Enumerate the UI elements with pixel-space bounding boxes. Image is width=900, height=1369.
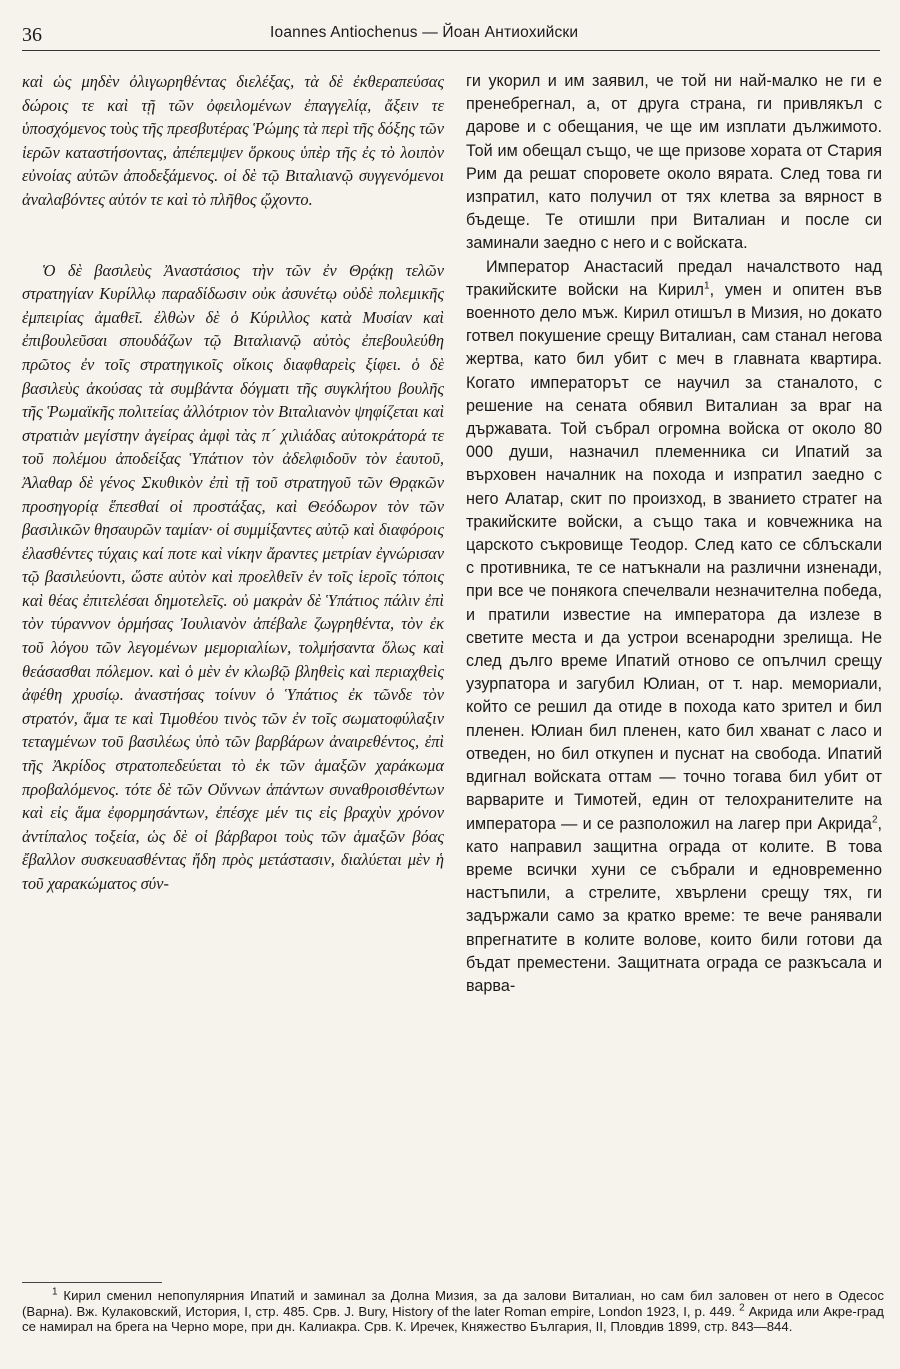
footnote-1: Кирил сменил непопулярния Ипатий и заминал за Долна Мизия, за да залови Виталиан, но сам бил заловен от него в Одесос (Варна). Вж. Кулаковский, История, I, стр. 485. Срв. J. Bury, History of the later Roman empire, London 1923, I, p. 449.	[22, 1288, 884, 1319]
header-rule	[22, 50, 880, 51]
bulgarian-paragraph-2-part-a: Император Анастасий предал началството над тракийските войски на Кирил	[466, 257, 882, 299]
footnotes	[22, 1288, 884, 1335]
footnote-2-marker: 2	[739, 1302, 745, 1314]
footnote-2: Акрида или Акре-град се намирал на брега на Черно море, при дн. Калиакра. Срв. К. Иречек, Княжество България, II, Пловдив 1899, стр. 843—844.	[22, 1303, 884, 1335]
bulgarian-paragraph-2-part-c: , като направил защитна ограда от колите. В това време всички хуни се събрали и едновременно настъпили, а стрелите, хвърлени срещу тях, ги задържали само за кратко време: те вече ранявали впрегнатите в колите волове, които били готови да бъдат преместени. Защитната ограда се разкъсала и варва-	[466, 814, 882, 995]
bulgarian-column	[466, 70, 882, 998]
page-header	[22, 14, 878, 54]
footnote-ref-2: 2	[871, 814, 878, 826]
greek-column	[22, 70, 444, 896]
bulgarian-paragraph-1: ги укорил и им заявил, че той ни най-малко не ги е пренебрегнал, а, от друга страна, ги привлякъл с дарове и с обещания, че ще им изплати дължимото. Той им обещал също, че ще призове хората от Стария Рим да решат споровете около вярата. След това ги изпратил, като получил от тях клетва за вярност в бъдеще. Те отишли при Виталиан и после си заминали заедно с него и с войската.	[466, 72, 882, 253]
bulgarian-paragraph-2-part-b: , умен и опитен във военното дело мъж. Кирил отишъл в Мизия, но докато готвел покушение срещу Виталиан, сам станал негова жертва, като бил убит с меч в главната квартира. Когато императорът се научил за станалото, с решение на сената обявил Виталиан за враг на държавата. Той събрал огромна войска от около 80 000 души, назначил племенника си Ипатий за върховен началник на похода и изпратил заедно с него Алатар, скит по произход, в званието стратег на тракийските войски, а също така и ковчежника на царското съкровище Теодор. След като се сблъскали с противника, те се натъкнали на различни изненади, при все че понякога спечелвали незначителна победа, и пратили известие на императора да излезе в светите места и да устрои всенародни зрелища. Не след дълго време Ипатий отново се опълчил срещу узурпатора и загубил Юлиан, от т. нар. мемориали, който се решил да отиде в похода като зрител и бил пленен. Юлиан бил пленен, като бил хванат с ласо и отведен, но бил откупен и пуснат на свобода. Ипатий вдигнал войската оттам — точно тогава бил убит от варварите и Тимотей, един от телохранителите на императора — и се разположил на лагер при Акрида	[466, 280, 882, 833]
footnote-text	[22, 1288, 884, 1335]
footnote-rule	[22, 1282, 162, 1283]
running-title: Ioannes Antiochenus — Йоан Антиохийски	[270, 24, 579, 41]
footnote-ref-1: 1	[704, 280, 710, 292]
greek-paragraph-1: καὶ ὡς μηδὲν ὀλιγωρηθέντας διελέξας, τὰ δὲ ἐκθεραπεύσας δώροις τε καὶ τῇ τῶν ὀφειλομένων ἐπαγγελίᾳ, ἄξειν τε ὑποσχόμενος τοὺς τῆς πρεσβυτέρας Ῥώμης τὰ περὶ τῆς δόξης τῶν ἱερῶν καταστήσοντας, ἀπέπεμψεν ὅρκους ὑπὲρ τῆς ἐς τὸ λοιπὸν εὐνοίας αὐτῶν ἀποδεξάμενος. οἱ δὲ τῷ Βιταλιανῷ συγγενόμενοι ἀναλαβόντες αὐτόν τε καὶ τὸ πλῆθος ᾤχοντο.	[22, 72, 444, 209]
bulgarian-paragraph-2	[466, 256, 882, 999]
footnote-1-marker: 1	[52, 1286, 58, 1298]
page-number: 36	[22, 24, 42, 46]
greek-paragraph-2: Ὁ δὲ βασιλεὺς Ἀναστάσιος τὴν τῶν ἐν Θρᾴκῃ τελῶν στρατηγίαν Κυρίλλῳ παραδίδωσιν οὐκ ἀσυνέτῳ οὐδὲ πολεμικῆς ἐμπειρίας ἀμαθεῖ. ἐλθὼν δὲ ὁ Κύριλλος κατὰ Μυσίαν καὶ ἐπιβουλεῦσαι σπουδάζων τῷ Βιταλιανῷ αὐτὸς ἐπεβουλεύθη πρῶτος ἐν τοῖς στρατηγικοῖς οἴκοις διαφθαρεὶς ξίφει. ὁ δὲ βασιλεὺς ἀκούσας τὰ συμβάντα δόγματι τῆς συγκλήτου βουλῆς τῆς Ῥωμαϊκῆς πολιτείας ἀλλότριον τὸν Βιταλιανὸν ψηφίζεται καὶ στρατιὰν μεγίστην ἀγείρας ἀμφὶ τὰς π´ χιλιάδας αὐτοκράτορά τε τοῦ πολέμου ἀποδείξας Ὑπάτιον τὸν ἀδελφιδοῦν τὸν ἑαυτοῦ, Ἀλαθαρ δὲ γένος Σκυθικὸν ἐπὶ τῇ τοῦ στρατηγοῦ τῶν Θρᾳκῶν προσηγορίᾳ ἕπεσθαί οἱ προστάξας, καὶ Θεόδωρον τὸν τῶν βασιλικῶν θησαυρῶν ταμίαν· οἱ συμμίξαντες αὐτῷ καὶ διαφόροις ἐλασθέντες τύχαις καί ποτε καὶ νίκην ἄραντες μετρίαν ἐγνώρισαν τῷ βασιλεύοντι, ὥστε αὐτὸν καὶ προελθεῖν ἐν τοῖς ἱεροῖς τόποις καὶ θέας ἐπιτελέσαι δημοτελεῖς. οὐ μακρὰν δὲ Ὑπάτιος πάλιν ἐπὶ τὸν τύραννον ὁρμήσας Ἰουλιανὸν ἀπέβαλε ζωγρηθέντα, τὸν ἐκ τοῦ λόγου τῶν λεγομένων μεμοριαλίων, τολμήσαντα ὅλως καὶ θεάσασθαι πόλεμον. καὶ ὁ μὲν ἐν κλωβῷ βληθεὶς καὶ περιαχθεὶς ἀφέθη χρυσίῳ. ἀναστήσας τοίνυν ὁ Ὑπάτιος ἐκ τῶνδε τὸν στρατόν, ἅμα τε καὶ Τιμοθέου τινὸς τῶν ἐν τοῖς σωματοφύλαξιν τεταγμένων τοῦ βασιλέως ὑπὸ τῶν βαρβάρων ἀναιρεθέντος, ἐπὶ τῆς Ἀκρίδος στρατοπεδεύεται τὸ ἐκ τῶν ἁμαξῶν χαράκωμα προβαλόμενος. τότε δὲ τῶν Οὔννων ἁπάντων συναθροισθέντων καὶ εἰς ἅμα ἐφορμησάντων, ἐπέσχε μέν τις εἰς βραχὺν χρόνον ἀντίπαλος τοξεία, ὡς δὲ οἱ βάρβαροι τοὺς τῶν ἁμαξῶν βόας ἔβαλλον συσκευασθέντας ἤδη πρὸς μετάστασιν, διαλύεται μὲν ἡ τοῦ χαρακώματος σύν-	[22, 260, 444, 893]
